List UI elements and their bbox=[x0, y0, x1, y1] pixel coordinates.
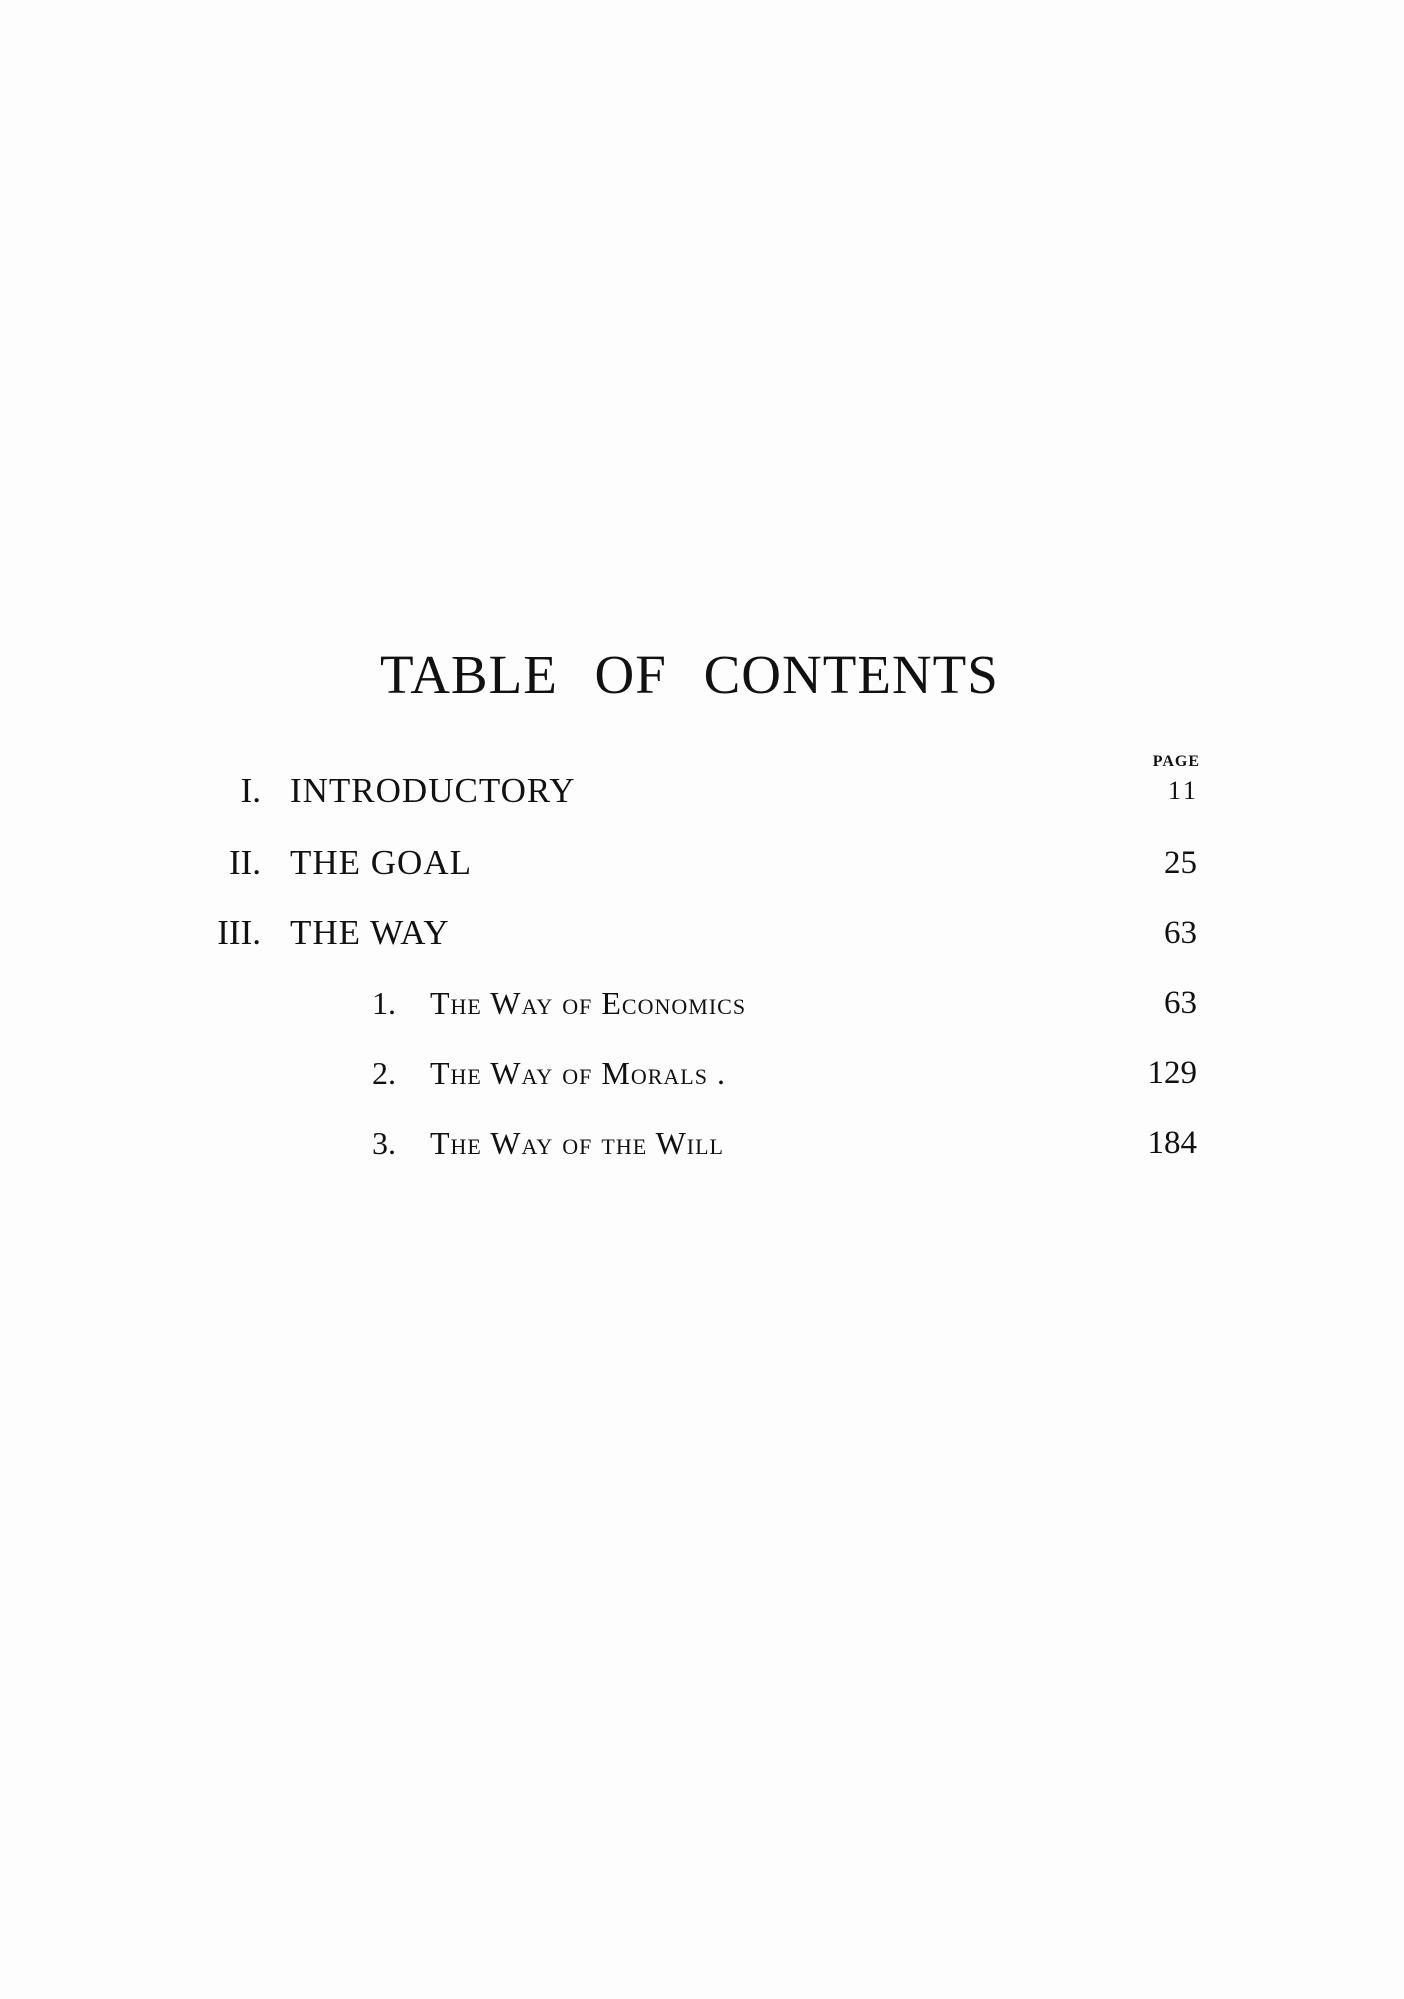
chapter-number: II. bbox=[228, 843, 261, 882]
section-number: 1. bbox=[372, 985, 396, 1021]
page-number: 184 bbox=[1147, 1125, 1197, 1161]
page-number: 63 bbox=[1164, 915, 1197, 951]
chapter-number: III. bbox=[217, 913, 261, 952]
section-title: The Way of the Will bbox=[430, 1125, 724, 1161]
toc-entry-chapter-3[interactable] bbox=[0, 908, 1404, 958]
chapter-title: INTRODUCTORY bbox=[290, 771, 576, 810]
page-number: 129 bbox=[1147, 1055, 1197, 1091]
page-column-heading: PAGE bbox=[1152, 753, 1200, 770]
section-title: The Way of Morals . bbox=[430, 1055, 726, 1091]
page-number: 25 bbox=[1164, 845, 1197, 881]
toc-entry-chapter-2[interactable] bbox=[0, 838, 1404, 888]
toc-entry-chapter-1[interactable] bbox=[0, 766, 1404, 816]
page-title: TABLE OF CONTENTS bbox=[380, 644, 999, 705]
toc-entry-section-2[interactable] bbox=[0, 1048, 1404, 1098]
section-number: 2. bbox=[372, 1055, 396, 1091]
chapter-title: THE GOAL bbox=[290, 843, 472, 882]
chapter-number: I. bbox=[240, 771, 261, 810]
page-number: 63 bbox=[1164, 985, 1197, 1021]
chapter-title: THE WAY bbox=[290, 913, 450, 952]
toc-entry-section-3[interactable] bbox=[0, 1118, 1404, 1168]
section-title: The Way of Economics bbox=[430, 985, 747, 1021]
toc-entry-section-1[interactable] bbox=[0, 978, 1404, 1028]
section-number: 3. bbox=[372, 1125, 396, 1161]
page-number: 11 bbox=[1167, 776, 1199, 805]
